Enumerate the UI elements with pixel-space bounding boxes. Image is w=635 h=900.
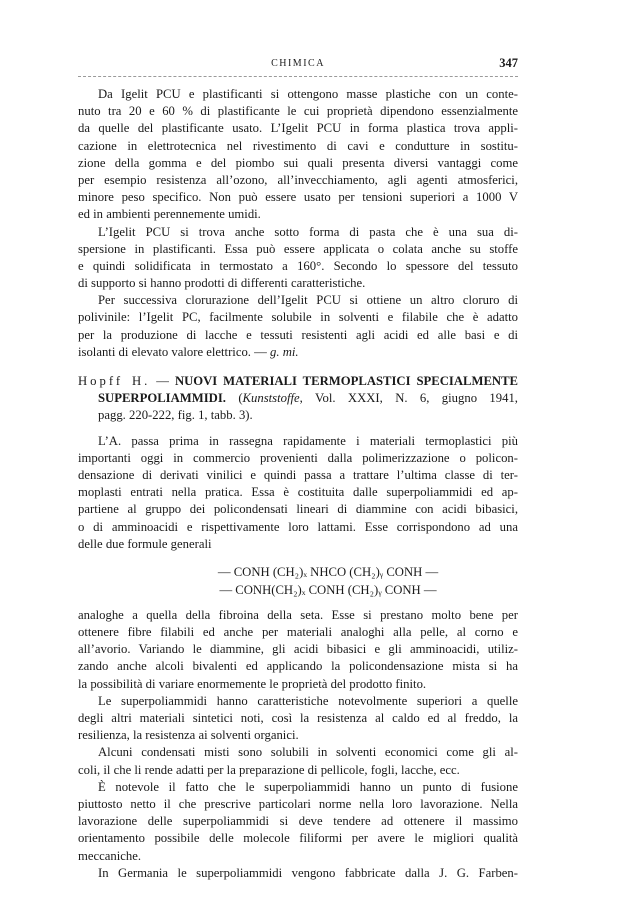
section-gap	[78, 425, 518, 433]
text-line: per la produzione di lacche e tessuti resistenti agli acidi ed alle basi e di	[78, 327, 518, 342]
entry-citation: , Vol. XXXI, N. 6, giugno 1941,	[299, 391, 518, 406]
paragraph-abstract-5	[78, 779, 518, 865]
text-line: spersione in plastificanti. Essa può essere applicata o colata anche su stoffe	[78, 241, 518, 256]
text-line: zando anche alcoli bivalenti ed applicando la policondensazione mista si ha	[78, 659, 518, 674]
text-line: da quelle del plastificante usato. L’Igelit PCU in forma plastica trova appli-	[78, 121, 518, 136]
paragraph-abstract-6	[78, 865, 518, 882]
text-line: orientamento possibile delle molecole filiformi per avere le migliori qualità	[78, 831, 518, 846]
text-line: Alcuni condensati misti sono solubili in solventi economici come gli al-	[98, 745, 518, 760]
text-line: In Germania le superpoliammidi vengono fabbricate dalla J. G. Farben-	[98, 865, 518, 880]
header-rule	[78, 76, 518, 77]
paragraph-pasta	[78, 224, 518, 293]
text-line: importanti oggi in commercio provenienti dalla polimerizzazione o policon-	[78, 450, 518, 465]
text-line: partiene al gruppo dei policondensati lineari di diammine con acidi bibasici,	[78, 502, 518, 517]
text-line: analoghe a quella della fibroina della seta. Esse si prestano molto bene per	[78, 607, 518, 622]
text-line	[78, 344, 518, 361]
entry-journal: Kunststoffe	[242, 391, 300, 406]
text-line: coli, il che li rende adatti per la preparazione di pellicole, fogli, lacche, ecc.	[78, 762, 460, 777]
running-head	[78, 56, 518, 76]
text-line: di supporto si hanno prodotti di differenti caratteristiche.	[78, 276, 366, 291]
text-line: e quindi solidificata in termostato a 160°. Secondo lo spessore del tessuto	[78, 258, 518, 273]
text-line: Da Igelit PCU e plastificanti si ottengono masse plastiche con un conte-	[98, 87, 518, 101]
entry-heading-line-2	[78, 390, 518, 407]
running-title: CHIMICA	[271, 58, 325, 69]
formula-1: — CONH (CH₂)ₓ NHCO (CH₂)ᵧ CONH —	[217, 564, 439, 579]
text-line: L’Igelit PCU si trova anche sotto forma di pasta che è una sua di-	[98, 224, 518, 239]
bibliographic-entry	[78, 373, 518, 425]
paragraph-igelit-pcu	[78, 86, 518, 224]
text-line: Le superpoliammidi hanno caratteristiche notevolmente superiori a quelle	[98, 693, 518, 708]
entry-author: Hopff H.	[78, 374, 151, 388]
text-line: cazione in elettrotecnica nel rivestimento di cavi e condutture in sostitu-	[78, 138, 518, 153]
text-line: Per successiva clorurazione dell’Igelit PCU si ottiene un altro cloruro di	[98, 293, 518, 308]
text-line-content: isolanti di elevato valore elettrico. —	[78, 344, 267, 359]
entry-title-part-2: SUPERPOLIAMMIDI.	[98, 391, 226, 406]
paragraph-abstract-4	[78, 744, 518, 778]
text-line: degli altri materiali sintetici noti, così la resistenza al caldo ed al freddo, la	[78, 711, 518, 725]
text-line: meccaniche.	[78, 848, 142, 863]
text-line: È notevole il fatto che le superpoliammidi hanno un punto di fusione	[98, 779, 518, 794]
paragraph-abstract-1	[78, 433, 518, 553]
text-line: densazione di derivati vinilici e quindi passa a trattare l’ultima classe di ter-	[78, 467, 518, 482]
text-line: ed in ambienti perennemente umidi.	[78, 207, 261, 222]
text-line: nuto tra 20 e 60 % di plastificante le cui proprietà dipendono essenzialmente	[78, 104, 518, 119]
text-line: polivinile: l’Igelit PC, facilmente solubile in solventi e filabile che è adatto	[78, 310, 518, 325]
paragraph-abstract-2	[78, 607, 518, 693]
chemical-formulas	[78, 563, 518, 599]
entry-heading-line-1	[78, 373, 518, 390]
text-line: minore peso specifico. Non può essere usato per tensioni superiori a 1000 V	[78, 190, 518, 205]
text-line: moplasti entrati nella pratica. Essa è costituita dalle superpoliammidi ed ap-	[78, 485, 518, 500]
entry-title-part-1: NUOVI MATERIALI TERMOPLASTICI SPECIALMENTE	[174, 374, 519, 388]
text-line: ottenere fibre filabili ed anche per materiali analoghi alla pelle, al corno e	[78, 625, 518, 640]
text-line: la possibilità di variare enormemente le proprietà del prodotto finito.	[78, 676, 427, 691]
text-line: zione della gomma e del piombo sui quali presenta diversi vantaggi come	[78, 155, 518, 170]
page-body	[78, 86, 518, 882]
paragraph-abstract-3	[78, 693, 518, 745]
formula-2: — CONH(CH₂)ₓ CONH (CH₂)ᵧ CONH —	[219, 582, 437, 597]
entry-dash: —	[150, 374, 175, 388]
text-line: delle due formule generali	[78, 536, 212, 551]
text-line: o di amminoacidi e rispettivamente loro lattami. Esse corrispondono ad una	[78, 519, 518, 534]
page-number: 347	[499, 56, 518, 70]
text-line: piuttosto netto il che prescrive particolari norme nella loro lavorazione. Nella	[78, 796, 518, 811]
entry-heading-line-3: pagg. 220-222, fig. 1, tabb. 3).	[98, 408, 253, 423]
section-gap	[78, 361, 518, 373]
text-line: resilienza, la resistenza ai solventi organici.	[78, 728, 299, 743]
text-line: per esempio resistenza all’ozono, all’invecchiamento, agli agenti atmosferici,	[78, 172, 518, 187]
text-line: all’avorio. Variando le diammine, gli acidi bibasici e gli amminoacidi, utiliz-	[78, 642, 518, 657]
entry-source-open: (	[225, 391, 243, 406]
text-line: L’A. passa prima in rassegna rapidamente i materiali termoplastici più	[98, 433, 518, 448]
text-line: lavorazione delle superpoliammidi si deve tendere ad ottenere il massimo	[78, 814, 518, 829]
paragraph-clorurazione	[78, 292, 518, 361]
reviewer-signature: g. mi.	[270, 344, 299, 359]
